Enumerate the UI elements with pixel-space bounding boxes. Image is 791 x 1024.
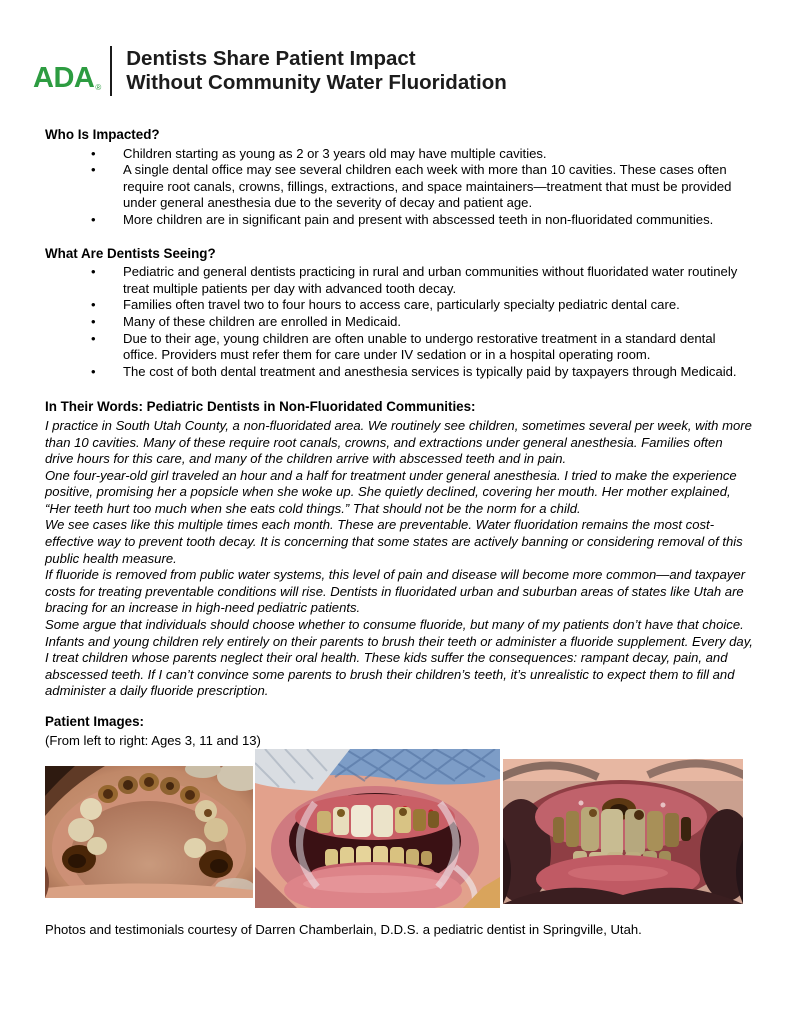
testimonial-paragraph: If fluoride is removed from public water systems, this level of pain and disease will become more common—and taxpayer costs for treating preventable conditions will rise. Dentists in fluoridated urban and suburban areas of states like Utah are bracing for an increase in high-need pediatric patients. bbox=[45, 567, 746, 616]
testimonial-paragraph: I practice in South Utah County, a non-fluoridated area. We routinely see children, sometimes several per week, with more than 10 cavities. Many of these require root canals, crowns, and extractions under general anesthesia. Families often drive hours for this care, and many of the children arrive with abscessed teeth and in pain. bbox=[45, 417, 752, 467]
bullet-item: • Due to their age, young children are often unable to undergo restorative treatment in a standard dental office. Providers must refer them for care under IV sedation or in a hospital operating room. bbox=[45, 331, 753, 364]
patient-photo-age-3 bbox=[45, 766, 253, 898]
bullet-item: • Families often travel two to four hours to access care, particularly specialty pediatric dental care. bbox=[45, 297, 753, 314]
patient-photo-row bbox=[45, 749, 753, 909]
section-what-are-dentists-seeing bbox=[45, 246, 753, 381]
testimonial-paragraph: We see cases like this multiple times each month. These are preventable. Water fluoridation remains the most cost-effective way to prevent tooth decay. It is concerning that some states are actively banning or considering removal of this public health measure. bbox=[45, 517, 743, 566]
ada-logo bbox=[33, 46, 101, 96]
bullet-item: • A single dental office may see several children each week with more than 10 cavities. These cases often require root canals, crowns, fillings, extractions, and space maintainers—treatment that must be provided under general anesthesia due to the severity of decay and patient age. bbox=[45, 162, 753, 212]
bullet-item: • Children starting as young as 2 or 3 years old may have multiple cavities. bbox=[45, 146, 753, 163]
document-title bbox=[126, 46, 507, 96]
document-header bbox=[33, 46, 791, 96]
bullet-list bbox=[45, 264, 753, 380]
frontal-decay-photo-illustration bbox=[503, 759, 743, 904]
ada-logo-text: ADA bbox=[33, 62, 95, 94]
document-body bbox=[45, 127, 753, 939]
section-heading: Who Is Impacted? bbox=[45, 127, 160, 142]
patient-photo-age-11 bbox=[255, 749, 500, 908]
header-divider bbox=[110, 46, 112, 96]
section-who-is-impacted bbox=[45, 127, 753, 229]
registered-trademark-icon: ® bbox=[95, 83, 102, 92]
section-heading: Patient Images: bbox=[45, 714, 144, 729]
section-heading: What Are Dentists Seeing? bbox=[45, 245, 216, 261]
patient-photo-age-13 bbox=[503, 759, 743, 904]
bullet-list bbox=[45, 146, 753, 229]
testimonial-paragraph: One four-year-old girl traveled an hour and a half for treatment under general anesthesia. I tried to make the experience positive, promising her a popsicle when she woke up. She quietly declined, covering her mouth. Her mother explained, “Her teeth hurt too much when she eats cold things.” That should not be the norm for a child. bbox=[45, 467, 737, 516]
title-line-1: Dentists Share Patient Impact bbox=[126, 47, 416, 70]
section-heading: In Their Words: Pediatric Dentists in Non-Fluoridated Communities: bbox=[45, 399, 476, 415]
bullet-item: • More children are in significant pain and present with abscessed teeth in non-fluoridated communities. bbox=[45, 212, 753, 229]
bullet-item: • The cost of both dental treatment and anesthesia services is typically paid by taxpayers through Medicaid. bbox=[45, 364, 753, 381]
photo-credit: Photos and testimonials courtesy of Darren Chamberlain, D.D.S. a pediatric dentist in Springville, Utah. bbox=[45, 922, 642, 938]
bullet-item: • Pediatric and general dentists practicing in rural and urban communities without fluoridated water routinely treat multiple patients per day with advanced tooth decay. bbox=[45, 264, 753, 297]
occlusal-decay-photo-illustration bbox=[45, 766, 253, 898]
section-in-their-words bbox=[45, 399, 753, 700]
section-patient-images bbox=[45, 714, 753, 909]
title-line-2: Without Community Water Fluoridation bbox=[126, 70, 507, 94]
testimonial-paragraph: Some argue that individuals should choose whether to consume fluoride, but many of my patients don’t have that choice. Infants and young children rely entirely on their parents to brush their teeth or administer a fluoride supplement. Every day, I treat children whose parents neglect their oral health. These kids suffer the consequences: rampant decay, pain, and abscessed teeth. If I can’t convince some parents to brush their children’s teeth, it’s unrealistic to expect them to fill and administer a daily fluoride prescription. bbox=[45, 617, 753, 699]
patient-images-caption: (From left to right: Ages 3, 11 and 13) bbox=[45, 732, 261, 748]
frontal-decay-photo-illustration bbox=[255, 749, 500, 908]
bullet-item: • Many of these children are enrolled in Medicaid. bbox=[45, 314, 753, 331]
